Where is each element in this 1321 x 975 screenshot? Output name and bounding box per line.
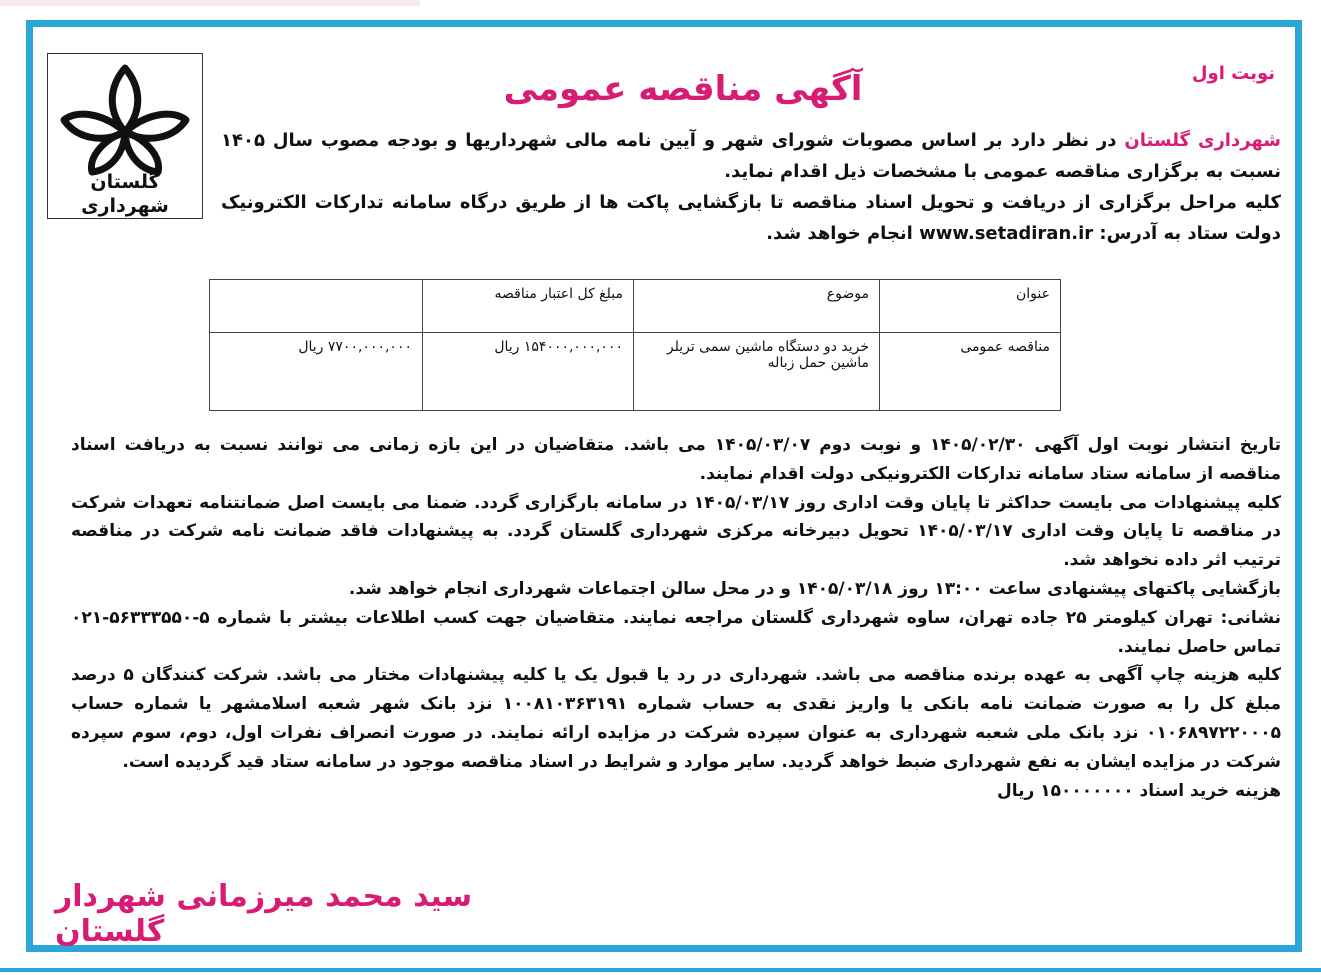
intro-text [221, 125, 1281, 249]
mayor-signature: سید محمد میرزمانی شهردار گلستان [55, 879, 473, 949]
round-label: نوبت اول [1191, 63, 1275, 84]
municipality-logo [47, 53, 203, 219]
cell-title: مناقصه عمومی [880, 333, 1061, 411]
header-title: عنوان [880, 280, 1061, 333]
paragraph-dates: تاریخ انتشار نوبت اول آگهی ۱۴۰۵/۰۲/۳۰ و نوبت دوم ۱۴۰۵/۰۳/۰۷ می باشد. متقاضیان در این بازه زمانی می توانند نسبت به دریافت اسناد مناقصه از سامانه ستاد سامانه تدارکات الکترونیکی دولت اقدام نمایند. [71, 435, 1281, 484]
top-accent-line [0, 0, 420, 6]
municipality-name: شهرداری گلستان [1124, 130, 1281, 151]
bottom-accent-line [0, 968, 1321, 972]
header-subject: موضوع [634, 280, 880, 333]
paragraph-document-fee: هزینه خرید اسناد ۱۵۰۰۰۰۰۰۰ ریال [997, 780, 1281, 801]
cell-budget: ۱۵۴۰۰۰,۰۰۰,۰۰۰ ریال [423, 333, 634, 411]
logo-text-top: گلستان [90, 171, 160, 193]
intro-paragraph-2: کلیه مراحل برگزاری از دریافت و تحویل اسناد مناقصه تا بازگشایی پاکت ها از طریق درگاه سامانه تدارکات الکترونیک دولت ستاد به آدرس: www.setadiran.ir انجام خواهد شد. [221, 192, 1281, 244]
cell-deposit: ۷۷۰۰,۰۰۰,۰۰۰ ریال [210, 333, 423, 411]
intro-paragraph-1 [221, 125, 1281, 187]
paragraph-address: نشانی: تهران کیلومتر ۲۵ جاده تهران، ساوه شهرداری گلستان مراجعه نمایند. متقاضیان جهت کسب اطلاعات بیشتر با شماره ۵-۵۶۳۳۳۵۵۰-۰۲۱ تماس حاصل نمایند. [71, 607, 1281, 657]
header-budget: مبلغ کل اعتبار مناقصه [423, 280, 634, 333]
notice-body [71, 431, 1281, 805]
logo-text-bottom: شهرداری [81, 195, 169, 217]
paragraph-terms: کلیه هزینه چاپ آگهی به عهده برنده مناقصه می باشد. شهرداری در رد یا قبول یک یا کلیه پیشنهادات مختار می باشد. شرکت کنندگان ۵ درصد مبلغ کل را به صورت ضمانت نامه بانکی یا واریز نقدی به حساب شماره ۱۰۰۸۱۰۳۶۳۱۹۱ نزد بانک شهر شعبه اسلامشهر یا شماره حساب ۰۱۰۶۸۹۷۲۲۰۰۰۵ نزد بانک ملی شعبه شهرداری به عنوان سپرده شرکت در مزایده ارائه نمایند. در صورت انصراف نفرات اول، دوم، سوم سپرده شرکت در مزایده ایشان به نفع شهرداری ضبط خواهد گردید. سایر موارد و شرایط در اسناد مناقصه موجود در سامانه ستاد قید گردیده است. [71, 665, 1282, 772]
intro-paragraph-1-text: در نظر دارد بر اساس مصوبات شورای شهر و آیین نامه مالی شهرداریها و بودجه مصوب سال ۱۴۰۵ نسبت به برگزاری مناقصه عمومی با مشخصات ذیل اقدام نماید. [221, 130, 1281, 182]
table-header-row [210, 280, 1061, 333]
table-row [210, 333, 1061, 411]
notice-frame [26, 20, 1302, 952]
tender-table [209, 279, 1061, 411]
paragraph-opening: بازگشایی پاکتهای پیشنهادی ساعت ۱۳:۰۰ روز ۱۴۰۵/۰۳/۱۸ و در محل سالن اجتماعات شهرداری انجام خواهد شد. [348, 578, 1281, 599]
notice-title: آگهی مناقصه عمومی [503, 69, 863, 109]
flower-logo-icon [48, 54, 202, 218]
paragraph-deadline: کلیه پیشنهادات می بایست حداکثر تا پایان وقت اداری روز ۱۴۰۵/۰۳/۱۷ در سامانه بارگزاری گردد. ضمنا می بایست اصل ضمانتنامه تعهدات شرکت در مناقصه تا پایان وقت اداری ۱۴۰۵/۰۳/۱۷ تحویل دبیرخانه مرکزی شهرداری گلستان گردد. به پیشنهادات فاقد ضمانت نامه شرکت در مناقصه ترتیب اثر داده نخواهد شد. [71, 492, 1282, 571]
header-empty [210, 280, 423, 333]
cell-subject: خرید دو دستگاه ماشین سمی تریلر ماشین حمل زباله [634, 333, 880, 411]
